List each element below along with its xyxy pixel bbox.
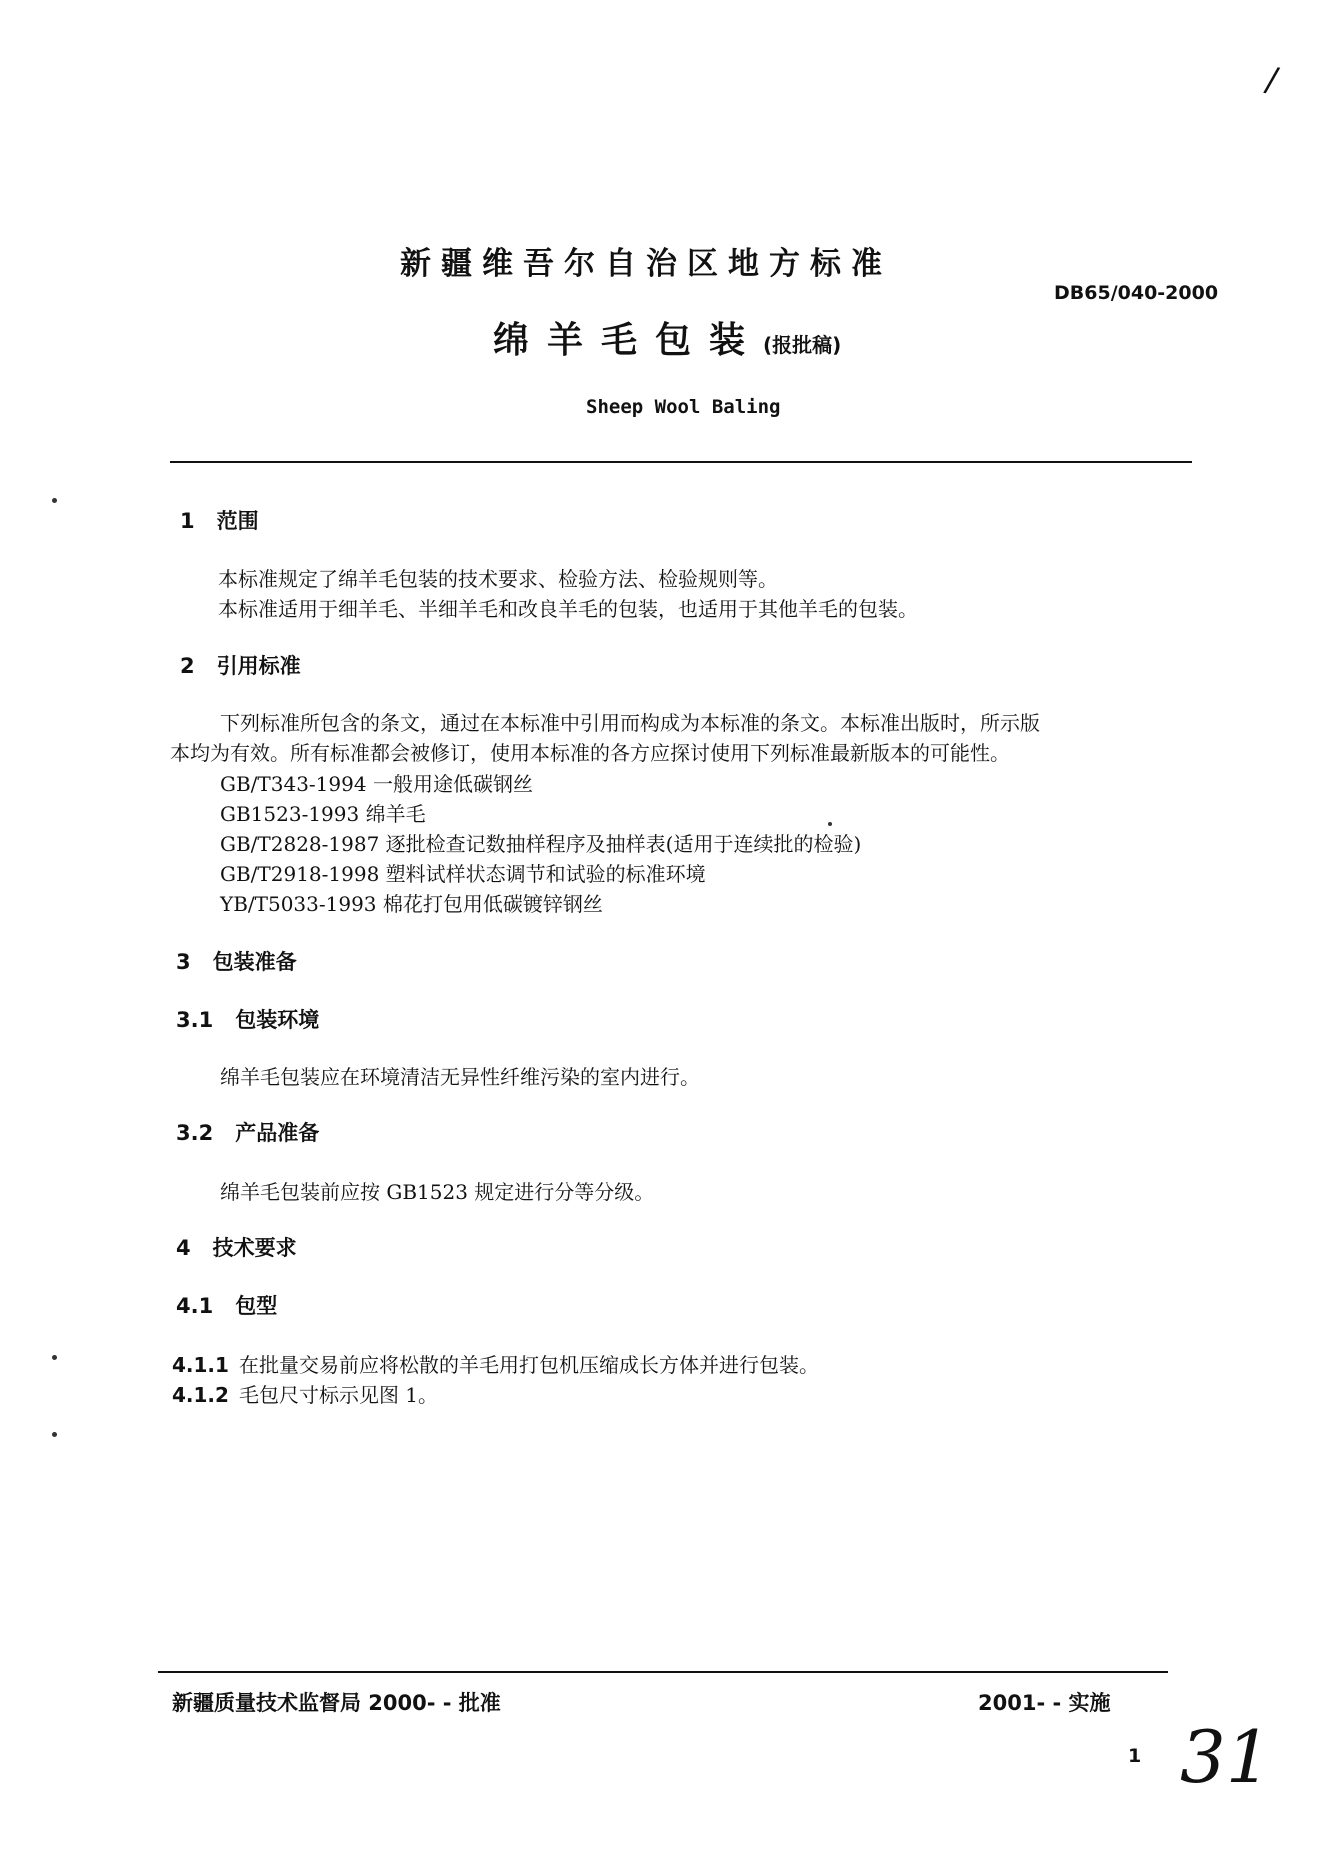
section-3-2-paragraph: 绵羊毛包装前应按 GB1523 规定进行分等分级。 <box>220 1180 655 1204</box>
section-number: 1 <box>180 509 195 533</box>
footer-divider <box>158 1671 1168 1673</box>
section-1-paragraph-2: 本标准适用于细羊毛、半细羊毛和改良羊毛的包装，也适用于其他羊毛的包装。 <box>218 597 918 621</box>
corner-mark: / <box>1261 59 1282 101</box>
section-4-heading <box>176 1232 297 1262</box>
section-title: 包型 <box>235 1294 278 1318</box>
header-divider <box>170 461 1192 463</box>
reference-item: YB/T5033-1993 棉花打包用低碳镀锌钢丝 <box>220 892 603 916</box>
section-number: 4 <box>176 1236 191 1260</box>
clause-text: 在批量交易前应将松散的羊毛用打包机压缩成长方体并进行包装。 <box>238 1353 819 1377</box>
scan-speck <box>52 1355 57 1360</box>
clause-number: 4.1.2 <box>172 1383 229 1407</box>
section-3-2-heading <box>176 1117 319 1147</box>
issuer-heading: 新疆维吾尔自治区地方标准 <box>400 246 892 282</box>
section-number: 3 <box>176 950 191 974</box>
clause-4-1-1 <box>172 1349 819 1378</box>
reference-item: GB1523-1993 绵羊毛 <box>220 802 426 826</box>
section-3-heading <box>176 946 297 976</box>
section-2-paragraph-line-1: 下列标准所包含的条文，通过在本标准中引用而构成为本标准的条文。本标准出版时，所示版 <box>220 711 1040 735</box>
scan-speck <box>828 822 832 826</box>
effective-date-line: 2001- - 实施 <box>978 1691 1111 1715</box>
section-title: 产品准备 <box>235 1121 320 1145</box>
clause-text: 毛包尺寸标示见图 1。 <box>238 1383 439 1407</box>
section-title: 技术要求 <box>212 1236 297 1260</box>
section-1-heading <box>180 505 259 535</box>
scan-speck <box>52 1432 57 1437</box>
document-title <box>493 312 841 363</box>
page-number: 1 <box>1128 1745 1142 1767</box>
reference-item: GB/T343-1994 一般用途低碳钢丝 <box>220 772 533 796</box>
section-2-heading <box>180 650 301 680</box>
clause-number: 4.1.1 <box>172 1353 229 1377</box>
reference-item: GB/T2918-1998 塑料试样状态调节和试验的标准环境 <box>220 862 706 886</box>
section-number: 3.1 <box>176 1008 214 1032</box>
reference-item: GB/T2828-1987 逐批检查记数抽样程序及抽样表(适用于连续批的检验) <box>220 832 862 856</box>
section-4-1-heading <box>176 1290 277 1320</box>
english-title: Sheep Wool Baling <box>586 396 781 418</box>
scan-speck <box>52 498 57 503</box>
section-title: 包装准备 <box>212 950 297 974</box>
document-number: DB65/040-2000 <box>1054 282 1219 304</box>
section-number: 3.2 <box>176 1121 214 1145</box>
handwritten-mark: 31 <box>1180 1715 1272 1799</box>
section-title: 包装环境 <box>235 1008 320 1032</box>
section-3-1-paragraph: 绵羊毛包装应在环境清洁无异性纤维污染的室内进行。 <box>220 1065 700 1089</box>
document-title-text: 绵羊毛包装 <box>493 320 764 361</box>
section-number: 2 <box>180 654 195 678</box>
section-title: 范围 <box>216 509 259 533</box>
section-3-1-heading <box>176 1004 319 1034</box>
section-1-paragraph-1: 本标准规定了绵羊毛包装的技术要求、检验方法、检验规则等。 <box>218 567 778 591</box>
section-2-paragraph-line-2: 本均为有效。所有标准都会被修订，使用本标准的各方应探讨使用下列标准最新版本的可能性。 <box>170 741 1010 765</box>
clause-4-1-2 <box>172 1379 438 1408</box>
document-title-note: (报批稿) <box>763 333 842 357</box>
section-title: 引用标准 <box>216 654 301 678</box>
approval-line: 新疆质量技术监督局 2000- - 批准 <box>172 1691 501 1715</box>
section-number: 4.1 <box>176 1294 214 1318</box>
